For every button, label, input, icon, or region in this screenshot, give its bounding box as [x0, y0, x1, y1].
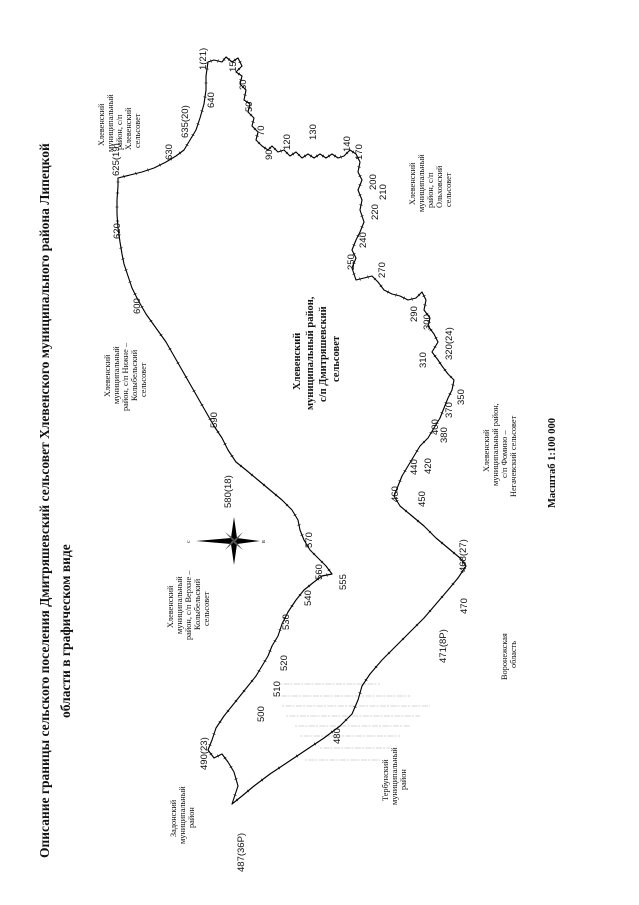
neighbor-terbunsky: [381, 747, 408, 805]
boundary-marker: 240: [358, 232, 369, 248]
center-label: [292, 296, 342, 410]
svg-text:район, с/п Нижне –: район, с/п Нижне –: [121, 342, 130, 411]
svg-text:сельсовет: сельсовет: [444, 172, 453, 207]
svg-text:район: район: [187, 807, 196, 828]
svg-text:Тербунский: Тербунский: [381, 759, 390, 801]
boundary-marker: 487(36Р): [236, 832, 247, 872]
boundary-marker: 170: [354, 144, 365, 160]
boundary-marker: 1(21): [198, 47, 209, 70]
center-label-line-2: муниципальный район,: [305, 296, 316, 410]
svg-text:Задонский: Задонский: [169, 799, 178, 837]
scan-smudges: [278, 684, 430, 760]
compass-east-letter: в: [261, 540, 267, 543]
boundary-marker: 350: [456, 389, 467, 405]
svg-text:муниципальный: муниципальный: [417, 154, 426, 212]
svg-text:Хлевенский: Хлевенский: [124, 107, 133, 150]
boundary-marker: 380: [439, 427, 450, 443]
compass-needle-east: [234, 538, 260, 544]
boundary-marker: 520: [279, 655, 290, 671]
neighbor-voronezh-oblast: [500, 633, 518, 680]
boundary-marker: 90: [264, 149, 275, 160]
boundary-marker: 210: [378, 184, 389, 200]
svg-text:муниципальный: муниципальный: [112, 346, 121, 404]
svg-text:муниципальный: муниципальный: [390, 747, 399, 805]
boundary-marker: 580(18): [223, 475, 234, 508]
boundary-marker: 640: [206, 92, 217, 108]
boundary-marker: 635(20): [180, 105, 191, 138]
center-label-line-3: с/п Дмитряшевский: [318, 306, 329, 402]
neighbor-zadonskiy: [169, 786, 196, 844]
boundary-marker: 468(27): [458, 539, 469, 572]
boundary-marker: 220: [370, 204, 381, 220]
svg-text:Хлевенский: Хлевенский: [97, 103, 106, 146]
boundary-marker: 310: [418, 352, 429, 368]
scale-label: Масштаб 1:100 000: [547, 418, 558, 508]
svg-text:область: область: [509, 640, 518, 668]
svg-text:муниципальный: муниципальный: [175, 576, 184, 634]
center-label-line-1: Хлевенский: [292, 332, 303, 390]
boundary-marker: 460: [390, 486, 401, 502]
svg-text:Хлевенский: Хлевенский: [103, 354, 112, 397]
svg-text:район, с/п: район, с/п: [426, 172, 435, 208]
svg-text:муниципальный район,: муниципальный район,: [491, 403, 500, 486]
svg-text:Негачевский сельсовет: Негачевский сельсовет: [509, 415, 518, 497]
svg-text:Ольховский: Ольховский: [435, 165, 444, 208]
compass-north-letter: с: [186, 540, 192, 543]
boundary-marker: 200: [368, 174, 379, 190]
svg-text:Воронежская: Воронежская: [500, 633, 509, 680]
boundary-marker: 630: [164, 144, 175, 160]
title-line-2: области в графическом виде: [58, 544, 73, 718]
boundary-marker: 30: [238, 79, 249, 90]
boundary-marker: 300: [422, 314, 433, 330]
svg-text:район, с/п Верхне –: район, с/п Верхне –: [184, 570, 193, 640]
svg-text:муниципальный: муниципальный: [178, 786, 187, 844]
boundary-marker: 270: [377, 262, 388, 278]
boundary-marker: 560: [314, 564, 325, 580]
neighbor-khlevenskiy-fomino-negachevsky: [482, 403, 518, 497]
svg-text:Хлевенский: Хлевенский: [482, 429, 491, 472]
boundary-marker: 320(24): [444, 327, 455, 360]
neighbor-khlevenskiy-nizhne-kolybelsky: [103, 342, 148, 411]
boundary-marker: 620: [112, 223, 123, 239]
boundary-marker: 570: [304, 532, 315, 548]
boundary-marker: 15: [228, 61, 239, 72]
boundary-marker: 420: [423, 458, 434, 474]
svg-text:с/п Фомино –: с/п Фомино –: [500, 430, 509, 478]
boundary-marker: 590: [209, 412, 220, 428]
boundary-marker: 625(19): [111, 143, 122, 176]
boundary-marker: 400: [430, 419, 441, 435]
boundary-marker: 290: [409, 306, 420, 322]
boundary-marker: 440: [409, 459, 420, 475]
svg-text:район: район: [399, 769, 408, 790]
neighbor-khlevenskiy-verkhne-kolybelsky: [166, 570, 211, 640]
boundary-marker: 471(8Р): [438, 629, 449, 663]
boundary-marker: 370: [444, 402, 455, 418]
boundary-marker: 470: [459, 598, 470, 614]
boundary-marker: 120: [282, 134, 293, 150]
boundary-marker: 50: [244, 101, 255, 112]
svg-text:сельсовет: сельсовет: [139, 362, 148, 397]
neighbor-khlevenskiy-ostrovsky: [408, 154, 453, 212]
boundary-marker: 450: [417, 491, 428, 507]
boundary-marker: 250: [346, 254, 357, 270]
boundary-marker: 70: [256, 125, 267, 136]
boundary-marker: 480: [332, 728, 343, 744]
center-label-line-4: сельсовет: [331, 335, 342, 382]
boundary-marker: 555: [338, 574, 349, 590]
svg-text:Хлевенский: Хлевенский: [408, 162, 417, 205]
boundary-marker: 140: [342, 136, 353, 152]
svg-text:сельсовет: сельсовет: [202, 591, 211, 626]
svg-text:муниципальный: муниципальный: [106, 94, 115, 152]
boundary-marker: 130: [308, 124, 319, 140]
boundary-marker: 510: [272, 681, 283, 697]
boundary-marker: 600: [132, 298, 143, 314]
svg-text:сельсовет: сельсовет: [133, 113, 142, 148]
compass-rose: [186, 517, 267, 565]
boundary-marker: 540: [303, 590, 314, 606]
boundary-marker: 530: [281, 614, 292, 630]
boundary-marker: 490(23): [199, 737, 210, 770]
svg-text:Колыбельский: Колыбельский: [130, 349, 139, 401]
svg-text:Хлевенский: Хлевенский: [166, 585, 175, 628]
svg-text:район, с/п: район, с/п: [115, 114, 124, 150]
svg-text:Колыбельский: Колыбельский: [193, 578, 202, 630]
boundary-marker: 500: [256, 706, 267, 722]
compass-needle-west: [196, 538, 234, 544]
title-line-1: Описание границы сельского поселения Дмитряшевский сельсовет Хлевенского муниципального района Липецкой: [37, 143, 52, 858]
